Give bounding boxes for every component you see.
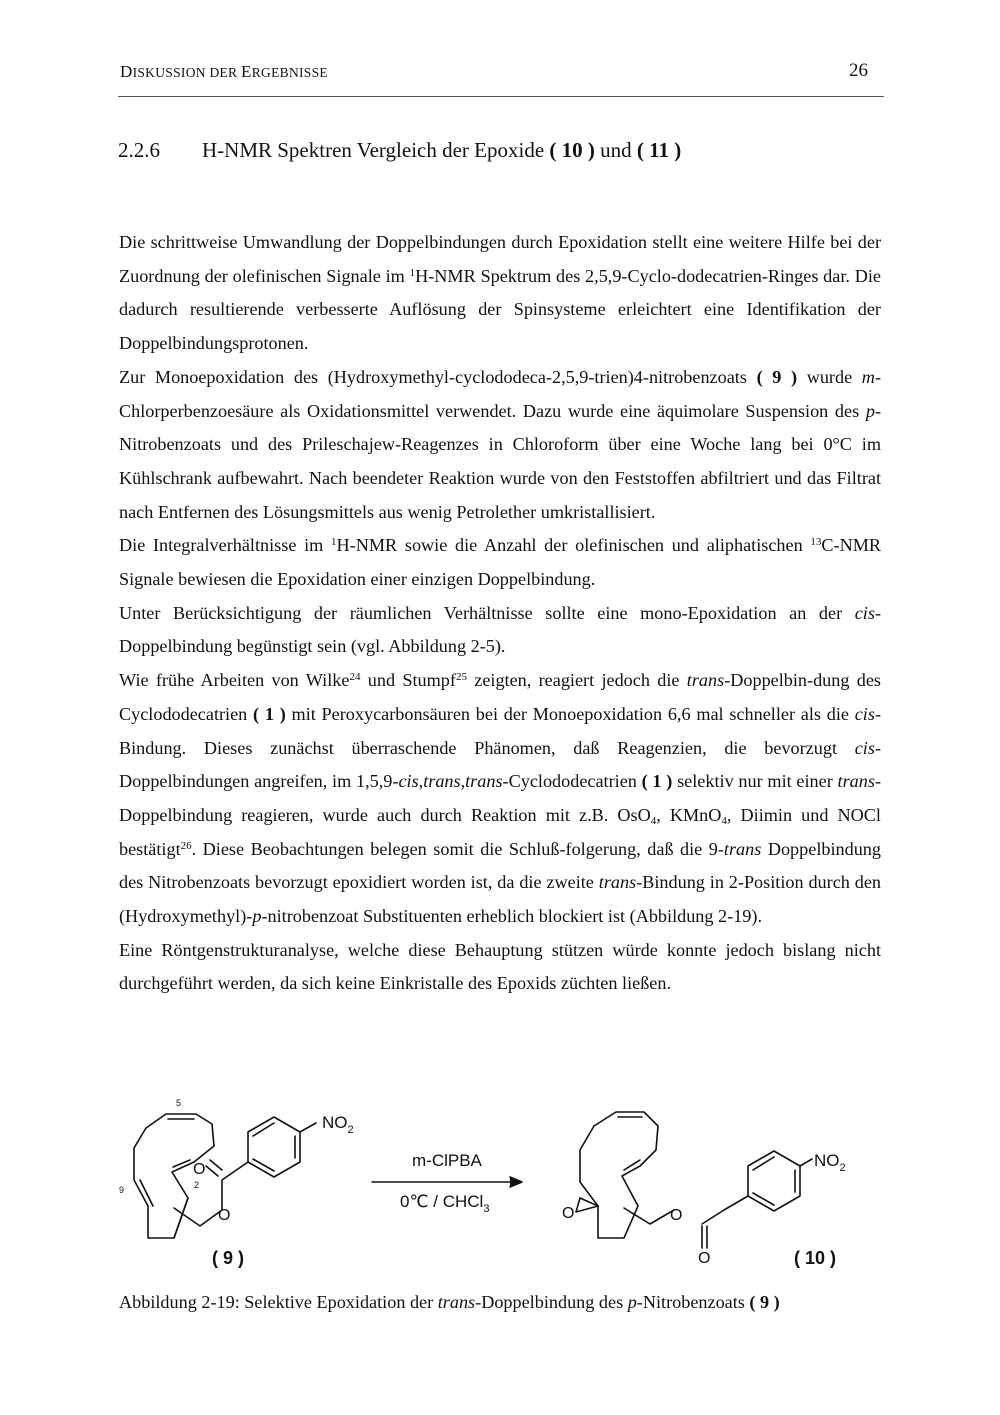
ester-o-right: O (670, 1207, 683, 1224)
running-header (118, 60, 884, 97)
epoxycyclododecadiene-ring (576, 1112, 658, 1238)
ester-o-left: O (218, 1207, 231, 1224)
reagent-label: m-ClPBA (412, 1151, 482, 1170)
carbonyl-o-left: O (193, 1161, 206, 1178)
compound-label-9: ( 9 ) (212, 1248, 245, 1268)
no2-label-right: $NO_2$ (814, 1151, 846, 1174)
ester-linkage-left (174, 1160, 248, 1238)
section-number: 2.2.6 (118, 138, 160, 162)
epoxide-o: O (562, 1205, 575, 1222)
page-number: 26 (849, 60, 868, 81)
paragraph-6: Eine Röntgenstrukturanalyse, welche diese Behauptung stützen würde konnte jedoch bislang nicht durchgeführt werden, da sich keine Einkristalle des Epoxids züchten ließen. (119, 939, 881, 994)
compound-label-10: ( 10 ) (794, 1248, 837, 1268)
conditions-label: 0℃ / CHCl$_3$ (400, 1192, 490, 1215)
reaction-scheme (110, 1090, 890, 1280)
paragraph-5: Wie frühe Arbeiten von Wilke$^{24}$ und Stumpf$^{25}$ zeigten, reagiert jedoch die trans-Doppelbin-dung des Cyclododecatrien ( 1 ) mit Peroxycarbonsäuren bei der Monoepoxidation 6,6 mal schneller als die cis-Bindung. Dieses zunächst überraschende Phänomen, daß Reagenzien, die bevorzugt cis-Doppelbindungen angreifen, im 1,5,9-cis,trans,trans-Cyclododecatrien ( 1 ) selektiv nur mit einer trans-Doppelbindung reagieren, wurde auch durch Reaktion mit z.B. OsO$_4$, KMnO$_4$, Diimin und NOCl bestätigt$^{26}$. Diese Beobachtungen belegen somit die Schluß-folgerung, daß die 9-trans Doppelbindung des Nitrobenzoats bevorzugt epoxidiert worden ist, da die zweite trans-Bindung in 2-Position durch den (Hydroxymethyl)-p-nitrobenzoat Substituenten erheblich blockiert ist (Abbildung 2-19). (119, 670, 882, 927)
locant-5: 5 (176, 1098, 182, 1108)
reaction-arrow (372, 1177, 522, 1187)
paragraph-1: Die schrittweise Umwandlung der Doppelbindungen durch Epoxidation stellt eine weitere Hilfe bei der Zuordnung der olefinischen Signale im $^1$H-NMR Spektrum des 2,5,9-Cyclo-dodecatrien-Ringes dar. Die dadurch resultierende verbesserte Auflösung der Spinsysteme erleichtert eine Identifikation der Doppelbindungsprotonen. (119, 232, 881, 354)
figure-caption: Abbildung 2-19: Selektive Epoxidation der trans-Doppelbindung des p-Nitrobenzoats ( 9 ) (119, 1292, 780, 1312)
section-title: H-NMR Spektren Vergleich der Epoxide (202, 138, 550, 162)
header-title: DISKUSSION DER ERGEBNISSE (120, 62, 328, 81)
locant-2: 2 (194, 1180, 200, 1190)
paragraph-2: Zur Monoepoxidation des (Hydroxymethyl-cyclododeca-2,5,9-trien)4-nitrobenzoats ( 9 ) wurde m-Chlorperbenzoesäure als Oxidationsmittel verwendet. Dazu wurde eine äquimolare Suspension des p-Nitrobenzoats und des Prileschajew-Reagenzes in Chloroform über eine Woche lang bei 0°C im Kühlschrank aufbewahrt. Nach beendeter Reaktion wurde von den Feststoffen abfiltriert und das Filtrat nach Entfernen des Lösungsmittels aus wenig Petrolether umkristallisiert. (119, 366, 881, 522)
locant-9: 9 (119, 1185, 125, 1195)
body-text (119, 226, 881, 1001)
benzene-ring-left (248, 1117, 316, 1177)
carbonyl-o-right: O (698, 1250, 711, 1267)
paragraph-4: Unter Berücksichtigung der räumlichen Verhältnisse sollte eine mono-Epoxidation an der cis-Doppelbindung begünstigt sein (vgl. Abbildung 2-5). (119, 602, 881, 657)
paragraph-3: Die Integralverhältnisse im $^1$H-NMR sowie die Anzahl der olefinischen und aliphatischen $^{13}$C-NMR Signale bewiesen die Epoxidation einer einzigen Doppelbindung. (119, 535, 882, 590)
ester-linkage-right (624, 1196, 748, 1248)
section-heading: 2.2.6 H-NMR Spektren Vergleich der Epoxide ( 10 ) und ( 11 ) (118, 138, 682, 162)
benzene-ring-right (748, 1151, 812, 1211)
no2-label-left: $NO_2$ (322, 1113, 354, 1136)
reaction-scheme-drawing (110, 1090, 890, 1280)
